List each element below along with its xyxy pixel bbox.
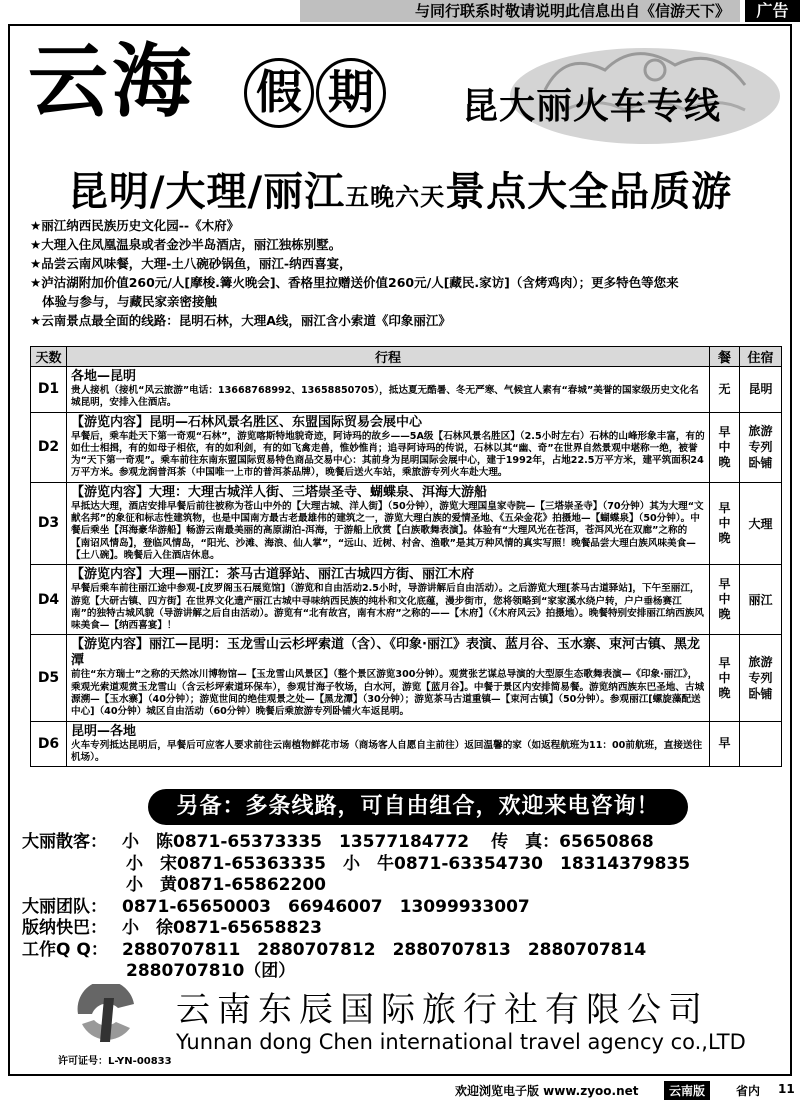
route-cell — [67, 565, 710, 635]
contact-block — [22, 832, 782, 983]
license-number: 许可证号：L-YN-00833 — [58, 1056, 172, 1067]
feature-item: ★云南景点最全面的线路：昆明石林，大理A线，丽江含小索道《印象丽江》 — [30, 313, 451, 328]
top-notice-bar — [0, 0, 800, 22]
header-stay: 住宿 — [740, 347, 782, 367]
logo-char-qi: 期 — [316, 58, 386, 128]
stay-cell — [740, 721, 782, 767]
company-name-en: Yunnan dong Chen international travel agency co.,LTD — [176, 1030, 746, 1054]
feature-item: ★泸沽湖附加价值260元/人[摩梭.篝火晚会]、香格里拉赠送价值260元/人[藏民.家访]（含烤鸡肉）；更多特色等您来 — [30, 275, 679, 290]
stay-cell: 大理 — [740, 482, 782, 564]
contact-label: 大丽散客： — [22, 832, 107, 852]
meal-cell: 早 中 晚 — [710, 482, 740, 564]
title-cities: 昆明/大理/丽江 — [67, 169, 346, 215]
route-cell — [67, 412, 710, 482]
table-row — [31, 367, 782, 413]
route-cell — [67, 482, 710, 564]
route-cell — [67, 721, 710, 767]
header-meal: 餐 — [710, 347, 740, 367]
feature-item: 体验与参与，与藏民家亲密接触 — [42, 294, 218, 309]
contact-row — [22, 875, 782, 897]
contact-phones: 0871-65650003 66946007 13099933007 — [122, 896, 530, 917]
day-cell: D5 — [31, 635, 67, 721]
route-cell — [67, 635, 710, 721]
header-route: 行程 — [67, 347, 710, 367]
contact-phones: 小 徐0871-65658823 — [122, 918, 322, 938]
page-footer — [0, 1080, 800, 1100]
contact-label: 版纳快巴： — [22, 918, 107, 938]
company-name-cn: 云南东辰国际旅行社有限公司 — [176, 990, 709, 1030]
contact-label: 工作Q Q： — [22, 939, 108, 960]
fax-number: 传 真：65650868 — [491, 832, 654, 852]
route-title: 各地—昆明 — [71, 369, 137, 384]
table-row — [31, 635, 782, 721]
contact-phones: 小 陈0871-65373335 13577184772 — [122, 832, 470, 852]
route-text: 前往“东方瑞士”之称的天然冰川博物馆—【玉龙雪山风景区】（整个景区游览300分钟）。观赏张艺谋总导演的大型原生态歌舞表演—《印象·丽江》，乘观光索道观赏玉龙雪山（含云杉坪索道环保车），参观甘海子牧场，白水河，游览【蓝月谷】。中餐于景区内安排简易餐。游览纳西族东巴圣地、古城源溯—【玉水寨】（40分钟）；游览世间的绝佳观景之处—【黑龙潭】（30分钟）；游览茶马古道重镇—【束河古镇】（50分钟）。参观丽江[螺旋藻配送中心]（40分钟）城区自由活动（60分钟）晚餐后乘旅游专列卧铺火车返昆明。 — [71, 669, 705, 718]
header-day: 天数 — [31, 347, 67, 367]
source-notice: 与同行联系时敬请说明此信息出自《信游天下》 — [300, 0, 740, 22]
logo-char-hai: 海 — [112, 34, 196, 128]
ad-tag: 广告 — [745, 0, 800, 22]
contact-row — [22, 961, 782, 983]
feature-item: ★品尝云南风味餐，大理-土八碗砂锅鱼，丽江-纳西喜宴， — [30, 256, 352, 271]
page-number: 11 — [778, 1082, 795, 1096]
contact-row — [22, 832, 782, 854]
logo-char-yun: 云 — [28, 34, 112, 128]
feature-item: ★大理入住凤凰温泉或者金沙半岛酒店，丽江独栋别墅。 — [30, 237, 342, 252]
route-title: 昆明—各地 — [71, 723, 137, 739]
stay-cell: 旅游 专列 卧铺 — [740, 635, 782, 721]
meal-cell: 早 中 晚 — [710, 635, 740, 721]
contact-row — [22, 854, 782, 876]
stay-cell: 旅游 专列 卧铺 — [740, 412, 782, 482]
route-text: 早餐后，乘车赴天下第一奇观“石林”，游览喀斯特地貌奇迹，阿诗玛的故乡——5A级【石林风景名胜区】（2.5小时左右）石林的山峰形象丰富，有的如仕士相揖，有的如母子相依，有的如利剑，有的如飞禽走兽，惟妙惟肖；追寻阿诗玛的传说，石林以其“幽、奇”在世界自然景观中堪称一绝，被誉为“天下第一奇观”。乘车前往东南东盟国际贸易特色商品交易中心：其前身为昆明国际会展中心，建于1992年，占地22.5万平方米，建平筑面积24万平方米。参观龙润普洱茶（中国唯一上市的普洱茶品牌），晚餐后送火车站，乘旅游专列火车赴大理。 — [71, 430, 705, 479]
company-logo-icon — [68, 984, 144, 1044]
route-text: 火车专列抵达昆明后，早餐后可应客人要求前往云南植物鲜花市场（商场客人自愿自主前往）返回温馨的家（如返程航班为11：00前航班，直接送往机场）。 — [71, 739, 703, 763]
meal-cell: 早 中 晚 — [710, 565, 740, 635]
route-text: 贵人接机（接机“风云旅游”电话：13668768992、13658850705），抵达夏无酷暑、冬无严寒、气候宜人素有“春城”美誉的国家级历史文化名城昆明，安排入住酒店。 — [71, 385, 699, 409]
table-row — [31, 412, 782, 482]
consultation-banner: 另备：多条线路，可自由组合，欢迎来电咨询！ — [148, 789, 688, 825]
table-row — [31, 482, 782, 564]
contact-row — [22, 918, 782, 940]
footer-site: 欢迎浏览电子版 www.zyoo.net — [455, 1084, 639, 1098]
stay-cell: 昆明 — [740, 367, 782, 413]
page-title — [20, 160, 780, 217]
route-title: 【游览内容】大理—丽江：茶马古道驿站、丽江古城四方街、丽江木府 — [71, 567, 475, 583]
day-cell: D2 — [31, 412, 67, 482]
brand-logo — [28, 36, 196, 126]
feature-list — [30, 216, 780, 330]
contact-row — [22, 940, 782, 962]
route-subtitle: 昆大丽火车专线 — [462, 86, 722, 127]
meal-cell: 早 中 晚 — [710, 412, 740, 482]
meal-cell: 早 — [710, 721, 740, 767]
feature-item: ★丽江纳西民族历史文化园--《木府》 — [30, 218, 240, 233]
title-duration: 五晚六天 — [345, 183, 446, 211]
qq-numbers: 2880707811 2880707812 2880707813 2880707814 — [122, 939, 647, 960]
table-row — [31, 721, 782, 767]
route-text: 早餐后乘车前往丽江途中参观-[皮罗阁玉石展览馆]（游览和自由活动2.5小时，导游讲解后自由活动）。之后游览大理[茶马古道驿站]，下午至丽江，游览【大研古镇、四方街】在世界文化遗产丽江古城中寻味纳西民族的纯朴和文化底蕴，漫步街市，您将领略到“家家溪水绕户转，户户垂杨赛江南”的独特古城风貌（导游讲解之后自由活动）。游览有“北有故宫，南有木府”之称的——【木府】（《木府风云》拍摄地）。晚餐特别安排丽江纳西族风味美食—【纳西喜宴】！ — [71, 583, 704, 632]
contact-label: 大丽团队： — [22, 896, 107, 917]
stay-cell: 丽江 — [740, 565, 782, 635]
day-cell: D6 — [31, 721, 67, 767]
table-row — [31, 565, 782, 635]
contact-row — [22, 897, 782, 919]
route-title: 【游览内容】大理：大理古城洋人街、三塔崇圣寺、蝴蝶泉、洱海大游船 — [71, 484, 488, 500]
title-tour: 景点大全品质游 — [445, 169, 733, 215]
route-title: 【游览内容】昆明—石林风景名胜区、东盟国际贸易会展中心 — [71, 414, 423, 430]
edition-badge: 云南版 — [664, 1081, 710, 1100]
contact-phones: 小 黄0871-65862200 — [126, 875, 326, 895]
qq-numbers: 2880707810（团） — [126, 961, 296, 981]
day-cell: D1 — [31, 367, 67, 413]
route-title: 【游览内容】丽江—昆明：玉龙雪山云杉坪索道（含）、《印象·丽江》表演、蓝月谷、玉水寨、束河古镇、黑龙潭 — [71, 637, 700, 669]
day-cell: D3 — [31, 482, 67, 564]
footer-section: 省内 — [736, 1084, 761, 1098]
contact-phones: 小 宋0871-65363335 小 牛0871-63354730 18314379835 — [126, 853, 691, 874]
table-header-row — [31, 347, 782, 367]
route-text: 早抵达大理，酒店安排早餐后前往被称为苍山中外的【大理古城、洋人街】（50分钟），游览大理国皇家寺院—【三塔崇圣寺】（70分钟）其为大理“文献名邦”的象征和标志性建筑物，也是中国南方最古老最雄伟的建筑之一，游览大理白族的爱情圣地、《五朵金花》拍摄地—【蝴蝶泉】（50分钟）。中餐后乘坐【洱海豪华游船】畅游云南最美丽的高原湖泊-洱海，于游船上欣赏【白族歌舞表演】。体验有“大理风光在苍洱，苍洱风光在双廊”之称的【南诏风情岛】，登临风情岛，“阳光、沙滩、海浪、仙人掌”，“远山、近树、村舍、渔歌”是其万种风情的真实写照！晚餐品尝大理白族风味美食—【土八碗】。晚餐后入住酒店休息。 — [71, 500, 704, 561]
route-cell — [67, 367, 710, 413]
itinerary-table — [30, 346, 782, 767]
logo-char-jia: 假 — [244, 58, 314, 128]
meal-cell: 无 — [710, 367, 740, 413]
day-cell: D4 — [31, 565, 67, 635]
